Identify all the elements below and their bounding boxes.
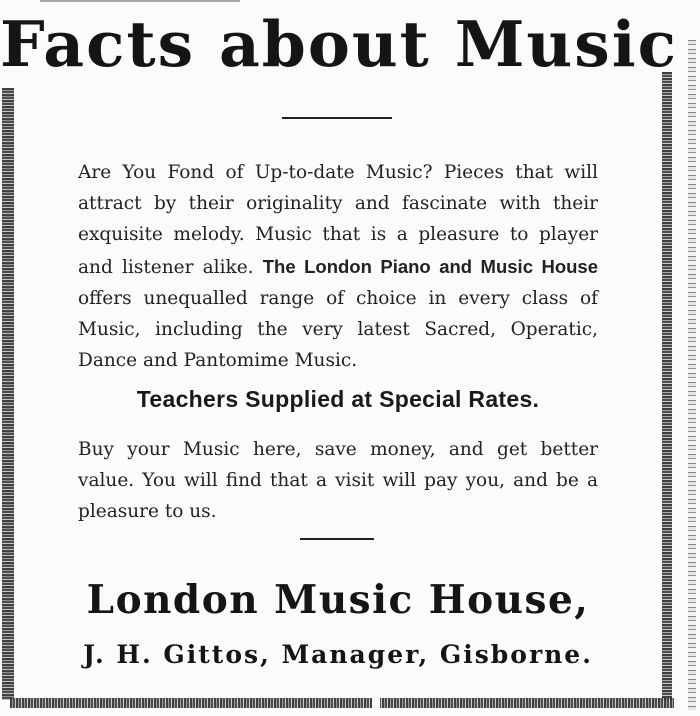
bottom-border-gap <box>372 696 380 710</box>
intro-text-end: offers unequalled range of choice in every class of Music, including the very latest Sacred, Operatic, Dance and Pantomime Music. <box>78 287 598 372</box>
headline-divider <box>282 117 392 119</box>
intro-paragraph <box>78 157 598 376</box>
business-name: London Music House, <box>86 577 590 623</box>
teachers-subheading: Teachers Supplied at Special Rates. <box>136 386 540 412</box>
top-edge-rule <box>40 0 240 2</box>
headline: Facts about Music <box>0 7 678 81</box>
footer-divider <box>300 538 374 540</box>
manager-line: J. H. Gittos, Manager, Gisborne. <box>83 640 593 669</box>
outer-column-edge <box>688 40 696 710</box>
store-name-bold: The London Piano and Music House <box>262 255 598 277</box>
intro-text-start: Are You Fond of Up-to-date Music? Pieces that will attract by their originality and fascinate with their exquisite melody. Music that is a pleasure to player and listener alike. <box>78 162 598 278</box>
bottom-border <box>10 698 674 708</box>
value-paragraph: Buy your Music here, save money, and get better value. You will find that a visit will pay you, and be a pleasure to us. <box>78 439 598 523</box>
